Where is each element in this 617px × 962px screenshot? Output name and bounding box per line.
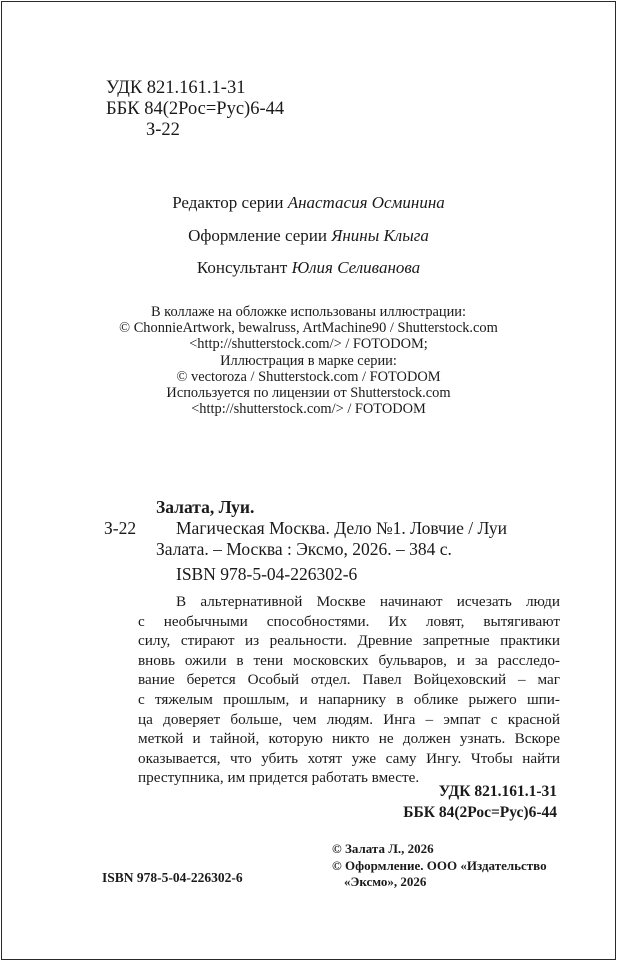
consultant-label: Консультант (196, 258, 288, 277)
copyright-line: © Оформление. ООО «Издательство (332, 857, 547, 873)
illustration-line: Иллюстрация в марке серии: (220, 352, 397, 369)
annotation-line: меткой и тайной, которую никто не должен узнать. Вскоре (138, 730, 560, 748)
editor-label: Редактор серии (172, 193, 284, 212)
copyright-line: «Эксмо», 2026 (344, 874, 427, 889)
illustration-line: © vectoroza / Shutterstock.com / FOTODOM (176, 368, 441, 385)
illustration-line: <http://shutterstock.com/> / FOTODOM (191, 401, 426, 418)
author-mark: З-22 (146, 120, 180, 140)
series-design-credit (2, 226, 615, 246)
bottom-udk-code: УДК 821.161.1-31 (438, 783, 557, 800)
annotation (138, 592, 560, 788)
illustration-line: © ChonnieArtwork, bewalruss, ArtMachine90 / Shutterstock.com (119, 320, 498, 337)
bottom-bbk-code: ББК 84(2Рос=Рус)6-44 (403, 804, 557, 821)
annotation-line: с тяжелым прошлым, и напарнику в облике рыжего шпи- (138, 690, 560, 708)
imprint-page (1, 1, 616, 960)
editor-name: Анастасия Осминина (287, 193, 445, 212)
udk-code: УДК 821.161.1-31 (106, 78, 246, 98)
copyright-block (332, 841, 547, 891)
bibliography-code: З-22 (104, 518, 137, 538)
design-label: Оформление серии (188, 226, 327, 245)
annotation-line: ца доверяет больше, чем людям. Инга – эмпат с красной (138, 710, 560, 728)
top-classification-codes (106, 78, 284, 141)
illustration-line: В коллаже на обложке использованы иллюстрации: (150, 304, 467, 320)
bibliography-isbn: ISBN 978-5-04-226302-6 (176, 564, 358, 584)
bibliography-title-line: Магическая Москва. Дело №1. Ловчие / Луи (176, 518, 508, 538)
annotation-line: оказывается, что убить хотят уже саму Ингу. Чтобы найти (138, 749, 560, 767)
bibliography-publisher-line: Залата. – Москва : Эксмо, 2026. – 384 с. (156, 539, 452, 559)
copyright-line: © Залата Л., 2026 (332, 841, 434, 856)
bbk-code: ББК 84(2Рос=Рус)6-44 (106, 99, 285, 119)
annotation-line: силу, стирают из реальности. Древние запретные практики (138, 632, 560, 650)
annotation-line: с необычными способностями. Их ловят, вытягивают (138, 612, 560, 630)
illustration-line: Используется по лицензии от Shutterstock.com (166, 385, 451, 402)
annotation-line: вновь ожили в тени московских бульваров, и за расследо- (138, 651, 560, 669)
bibliography-author: Залата, Луи. (156, 497, 255, 517)
design-name: Янины Клыга (331, 226, 429, 245)
consultant-name: Юлия Селиванова (291, 258, 421, 277)
annotation-line: преступника, им придется работать вместе. (138, 769, 420, 787)
illustration-line: <http://shutterstock.com/> / FOTODOM; (189, 336, 428, 353)
annotation-line: вание берется Особый отдел. Павел Войцеховский – маг (138, 671, 560, 689)
bottom-isbn: ISBN 978-5-04-226302-6 (102, 870, 243, 885)
annotation-line: В альтернативной Москве начинают исчезать люди (176, 593, 560, 610)
consultant-credit (2, 258, 615, 278)
series-editor-credit (2, 193, 615, 213)
illustration-credits (2, 304, 615, 417)
